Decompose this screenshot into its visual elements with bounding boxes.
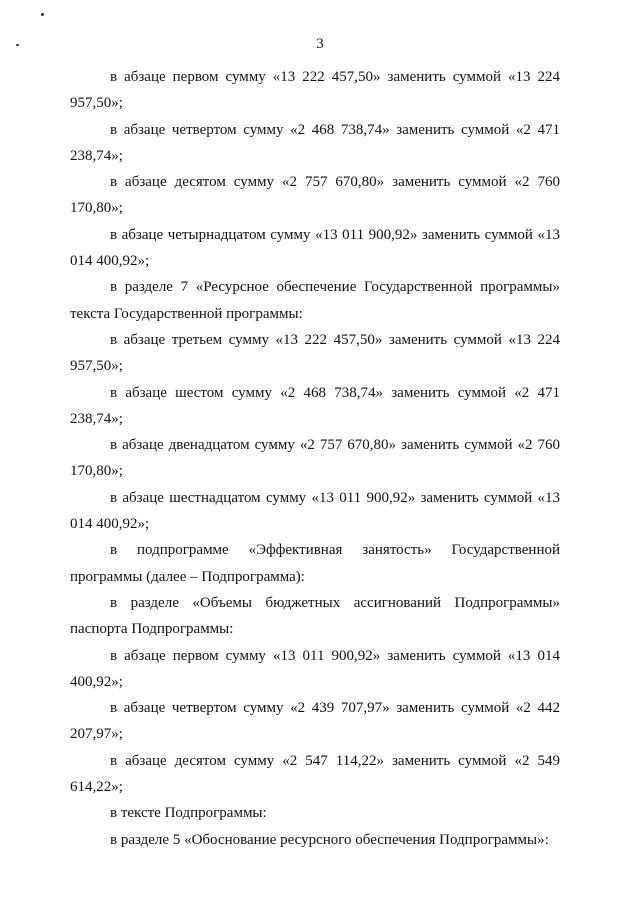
paragraph: в абзаце шестнадцатом сумму «13 011 900,92» заменить суммой «13 014 400,92»; (70, 489, 560, 533)
paragraph: в абзаце первом сумму «13 222 457,50» заменить суммой «13 224 957,50»; (70, 69, 560, 112)
page-number: 3 (316, 36, 324, 52)
paragraph: в абзаце шестом сумму «2 468 738,74» заменить суммой «2 471 238,74»; (70, 384, 560, 427)
document-body (70, 64, 560, 853)
paragraph: в тексте Подпрограммы: (110, 805, 267, 822)
paragraph: в разделе 5 «Обоснование ресурсного обеспечения Подпрограммы»: (110, 831, 549, 848)
paragraph: в абзаце десятом сумму «2 757 670,80» заменить суммой «2 760 170,80»; (70, 174, 560, 217)
paragraph: в разделе 7 «Ресурсное обеспечение Государственной программы» текста Государственной программы: (70, 279, 560, 322)
paragraph: в абзаце третьем сумму «13 222 457,50» заменить суммой «13 224 957,50»; (70, 331, 560, 375)
paragraph: в абзаце четырнадцатом сумму «13 011 900,92» заменить суммой «13 014 400,92»; (70, 226, 560, 270)
paragraph: в абзаце четвертом сумму «2 468 738,74» заменить суммой «2 471 238,74»; (70, 121, 560, 164)
paragraph: в подпрограмме «Эффективная занятость» Государственной программы (далее – Подпрограмма): (70, 542, 560, 585)
paragraph: в абзаце двенадцатом сумму «2 757 670,80» заменить суммой «2 760 170,80»; (70, 437, 560, 480)
paragraph: в абзаце четвертом сумму «2 439 707,97» заменить суммой «2 442 207,97»; (70, 700, 560, 743)
paragraph: в абзаце десятом сумму «2 547 114,22» заменить суммой «2 549 614,22»; (70, 752, 560, 796)
paragraph: в абзаце первом сумму «13 011 900,92» заменить суммой «13 014 400,92»; (70, 647, 560, 690)
scan-speck (41, 13, 44, 16)
paragraph: в разделе «Объемы бюджетных ассигнований Подпрограммы» паспорта Подпрограммы: (70, 594, 560, 638)
